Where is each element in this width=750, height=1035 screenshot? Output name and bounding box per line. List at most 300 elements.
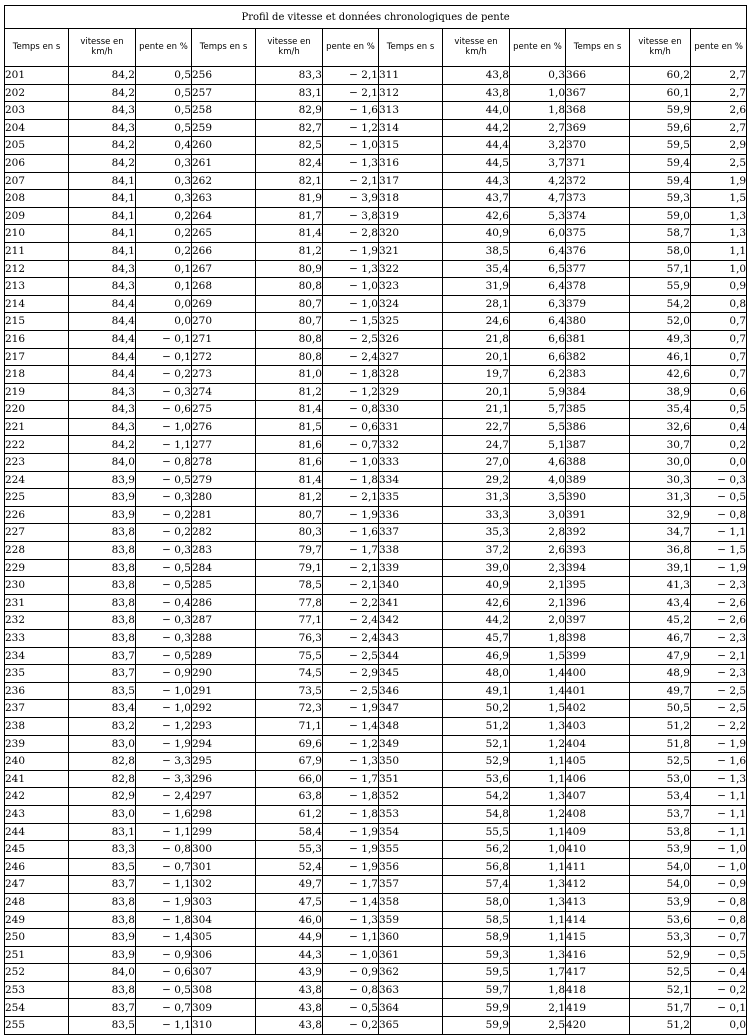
speed-cell: 81,4 <box>256 401 323 419</box>
slope-cell: − 1,3 <box>323 154 379 172</box>
speed-cell: 67,9 <box>256 753 323 771</box>
time-cell: 214 <box>5 295 69 313</box>
slope-cell: 1,3 <box>510 788 566 806</box>
table-row <box>5 893 747 911</box>
table-row <box>5 841 747 859</box>
speed-cell: 52,4 <box>256 858 323 876</box>
time-cell: 250 <box>5 929 69 947</box>
header-slope: pente en % <box>510 29 566 67</box>
speed-cell: 82,8 <box>69 753 136 771</box>
time-cell: 230 <box>5 577 69 595</box>
table-row <box>5 154 747 172</box>
speed-cell: 30,0 <box>630 454 691 472</box>
slope-cell: − 1,3 <box>691 770 747 788</box>
speed-profile-document <box>4 5 746 1035</box>
time-cell: 220 <box>5 401 69 419</box>
table-row <box>5 260 747 278</box>
slope-cell: 1,1 <box>510 929 566 947</box>
table-row <box>5 700 747 718</box>
time-cell: 315 <box>379 137 443 155</box>
time-cell: 278 <box>192 454 256 472</box>
time-cell: 240 <box>5 753 69 771</box>
slope-cell: − 1,9 <box>691 735 747 753</box>
speed-cell: 83,8 <box>69 559 136 577</box>
slope-cell: 2,1 <box>510 999 566 1017</box>
speed-cell: 83,8 <box>69 542 136 560</box>
time-cell: 334 <box>379 471 443 489</box>
time-cell: 355 <box>379 841 443 859</box>
time-cell: 246 <box>5 858 69 876</box>
slope-cell: − 1,9 <box>691 559 747 577</box>
time-cell: 419 <box>566 999 630 1017</box>
time-cell: 416 <box>566 946 630 964</box>
speed-cell: 43,8 <box>443 67 510 85</box>
table-row <box>5 823 747 841</box>
slope-cell: − 0,6 <box>136 401 192 419</box>
time-cell: 331 <box>379 418 443 436</box>
time-cell: 322 <box>379 260 443 278</box>
slope-cell: − 1,8 <box>323 805 379 823</box>
speed-cell: 82,4 <box>256 154 323 172</box>
header-slope: pente en % <box>691 29 747 67</box>
time-cell: 348 <box>379 717 443 735</box>
speed-cell: 80,7 <box>256 313 323 331</box>
table-row <box>5 436 747 454</box>
slope-cell: 0,0 <box>136 313 192 331</box>
table-row <box>5 418 747 436</box>
table-body <box>5 67 747 1035</box>
speed-cell: 79,1 <box>256 559 323 577</box>
slope-cell: − 2,1 <box>323 172 379 190</box>
slope-cell: − 0,3 <box>691 471 747 489</box>
header-speed: vitesse en km/h <box>256 29 323 67</box>
slope-cell: − 1,0 <box>323 278 379 296</box>
speed-cell: 44,3 <box>256 946 323 964</box>
speed-cell: 80,8 <box>256 330 323 348</box>
speed-cell: 82,1 <box>256 172 323 190</box>
time-cell: 337 <box>379 524 443 542</box>
slope-cell: − 1,0 <box>323 295 379 313</box>
speed-cell: 53,6 <box>630 911 691 929</box>
slope-cell: 5,3 <box>510 207 566 225</box>
time-cell: 256 <box>192 67 256 85</box>
slope-cell: 2,7 <box>510 119 566 137</box>
table-row <box>5 401 747 419</box>
table-row <box>5 67 747 85</box>
time-cell: 357 <box>379 876 443 894</box>
speed-cell: 81,0 <box>256 366 323 384</box>
slope-cell: − 2,6 <box>691 612 747 630</box>
slope-cell: 2,5 <box>510 1017 566 1035</box>
slope-cell: − 1,6 <box>323 102 379 120</box>
time-cell: 324 <box>379 295 443 313</box>
header-time: Temps en s <box>379 29 443 67</box>
time-cell: 233 <box>5 630 69 648</box>
slope-cell: − 3,8 <box>323 207 379 225</box>
slope-cell: 0,1 <box>136 260 192 278</box>
slope-cell: − 1,1 <box>136 436 192 454</box>
speed-cell: 30,3 <box>630 471 691 489</box>
slope-cell: 4,2 <box>510 172 566 190</box>
slope-cell: − 1,9 <box>323 700 379 718</box>
time-cell: 295 <box>192 753 256 771</box>
table-row <box>5 242 747 260</box>
speed-cell: 51,8 <box>630 735 691 753</box>
speed-cell: 81,4 <box>256 471 323 489</box>
table-row <box>5 1017 747 1035</box>
time-cell: 215 <box>5 313 69 331</box>
speed-cell: 84,2 <box>69 67 136 85</box>
time-cell: 404 <box>566 735 630 753</box>
slope-cell: 0,3 <box>136 190 192 208</box>
slope-cell: − 0,2 <box>136 366 192 384</box>
time-cell: 292 <box>192 700 256 718</box>
speed-cell: 72,3 <box>256 700 323 718</box>
time-cell: 280 <box>192 489 256 507</box>
slope-cell: − 2,1 <box>691 647 747 665</box>
time-cell: 271 <box>192 330 256 348</box>
slope-cell: − 0,6 <box>136 964 192 982</box>
time-cell: 249 <box>5 911 69 929</box>
speed-cell: 49,3 <box>630 330 691 348</box>
time-cell: 379 <box>566 295 630 313</box>
table-row <box>5 559 747 577</box>
speed-cell: 83,9 <box>69 489 136 507</box>
time-cell: 323 <box>379 278 443 296</box>
time-cell: 270 <box>192 313 256 331</box>
speed-cell: 58,0 <box>630 242 691 260</box>
slope-cell: − 0,2 <box>323 1017 379 1035</box>
slope-cell: − 2,5 <box>323 682 379 700</box>
time-cell: 381 <box>566 330 630 348</box>
speed-cell: 22,7 <box>443 418 510 436</box>
slope-cell: 5,9 <box>510 383 566 401</box>
speed-cell: 83,9 <box>69 946 136 964</box>
speed-cell: 43,8 <box>443 84 510 102</box>
time-cell: 213 <box>5 278 69 296</box>
time-cell: 245 <box>5 841 69 859</box>
speed-cell: 59,5 <box>443 964 510 982</box>
slope-cell: − 1,3 <box>323 753 379 771</box>
slope-cell: 2,9 <box>691 137 747 155</box>
slope-cell: − 2,4 <box>323 630 379 648</box>
slope-cell: − 0,3 <box>136 542 192 560</box>
slope-cell: − 1,2 <box>136 717 192 735</box>
slope-cell: 6,3 <box>510 295 566 313</box>
speed-cell: 84,3 <box>69 278 136 296</box>
time-cell: 206 <box>5 154 69 172</box>
table-row <box>5 577 747 595</box>
time-cell: 204 <box>5 119 69 137</box>
slope-cell: 1,8 <box>510 102 566 120</box>
slope-cell: 1,5 <box>691 190 747 208</box>
speed-cell: 32,9 <box>630 506 691 524</box>
slope-cell: 1,3 <box>510 717 566 735</box>
slope-cell: − 2,2 <box>691 717 747 735</box>
slope-cell: − 1,8 <box>323 366 379 384</box>
speed-cell: 44,9 <box>256 929 323 947</box>
speed-cell: 77,8 <box>256 594 323 612</box>
slope-cell: 1,7 <box>510 964 566 982</box>
slope-cell: − 1,7 <box>323 542 379 560</box>
table-row <box>5 788 747 806</box>
speed-cell: 44,4 <box>443 137 510 155</box>
table-row <box>5 102 747 120</box>
slope-cell: − 3,9 <box>323 190 379 208</box>
slope-cell: − 2,3 <box>691 577 747 595</box>
header-slope: pente en % <box>323 29 379 67</box>
time-cell: 314 <box>379 119 443 137</box>
time-cell: 232 <box>5 612 69 630</box>
slope-cell: 3,2 <box>510 137 566 155</box>
time-cell: 227 <box>5 524 69 542</box>
speed-cell: 59,3 <box>630 190 691 208</box>
time-cell: 336 <box>379 506 443 524</box>
speed-cell: 59,9 <box>443 1017 510 1035</box>
speed-cell: 60,2 <box>630 67 691 85</box>
speed-cell: 84,1 <box>69 225 136 243</box>
slope-cell: − 1,0 <box>323 454 379 472</box>
speed-cell: 80,8 <box>256 348 323 366</box>
time-cell: 297 <box>192 788 256 806</box>
speed-cell: 52,0 <box>630 313 691 331</box>
time-cell: 347 <box>379 700 443 718</box>
speed-cell: 83,7 <box>69 876 136 894</box>
time-cell: 345 <box>379 665 443 683</box>
speed-cell: 61,2 <box>256 805 323 823</box>
slope-cell: 1,0 <box>510 841 566 859</box>
time-cell: 316 <box>379 154 443 172</box>
time-cell: 304 <box>192 911 256 929</box>
slope-cell: − 2,3 <box>691 665 747 683</box>
time-cell: 312 <box>379 84 443 102</box>
speed-cell: 43,4 <box>630 594 691 612</box>
slope-cell: − 0,8 <box>323 981 379 999</box>
speed-cell: 84,4 <box>69 330 136 348</box>
speed-cell: 81,6 <box>256 436 323 454</box>
time-cell: 231 <box>5 594 69 612</box>
time-cell: 236 <box>5 682 69 700</box>
slope-cell: − 2,5 <box>323 330 379 348</box>
speed-cell: 83,8 <box>69 577 136 595</box>
table-row <box>5 137 747 155</box>
slope-cell: 1,4 <box>510 665 566 683</box>
table-row <box>5 981 747 999</box>
time-cell: 403 <box>566 717 630 735</box>
time-cell: 285 <box>192 577 256 595</box>
slope-cell: 1,1 <box>510 753 566 771</box>
speed-cell: 84,1 <box>69 242 136 260</box>
speed-slope-table <box>4 5 747 1035</box>
speed-cell: 84,3 <box>69 401 136 419</box>
slope-cell: 1,3 <box>510 876 566 894</box>
slope-cell: − 1,1 <box>323 929 379 947</box>
table-row <box>5 682 747 700</box>
time-cell: 254 <box>5 999 69 1017</box>
table-row <box>5 964 747 982</box>
slope-cell: − 1,6 <box>323 524 379 542</box>
speed-cell: 76,3 <box>256 630 323 648</box>
time-cell: 327 <box>379 348 443 366</box>
speed-cell: 54,8 <box>443 805 510 823</box>
slope-cell: − 3,3 <box>136 753 192 771</box>
table-row <box>5 911 747 929</box>
slope-cell: 6,2 <box>510 366 566 384</box>
slope-cell: − 0,2 <box>136 506 192 524</box>
time-cell: 342 <box>379 612 443 630</box>
time-cell: 244 <box>5 823 69 841</box>
speed-cell: 57,1 <box>630 260 691 278</box>
time-cell: 383 <box>566 366 630 384</box>
table-row <box>5 753 747 771</box>
speed-cell: 83,8 <box>69 612 136 630</box>
time-cell: 405 <box>566 753 630 771</box>
time-cell: 247 <box>5 876 69 894</box>
time-cell: 352 <box>379 788 443 806</box>
speed-cell: 56,8 <box>443 858 510 876</box>
time-cell: 396 <box>566 594 630 612</box>
slope-cell: − 0,5 <box>136 647 192 665</box>
speed-cell: 83,8 <box>69 630 136 648</box>
slope-cell: − 0,5 <box>691 489 747 507</box>
slope-cell: − 1,0 <box>691 841 747 859</box>
table-row <box>5 805 747 823</box>
table-row <box>5 524 747 542</box>
time-cell: 359 <box>379 911 443 929</box>
time-cell: 243 <box>5 805 69 823</box>
time-cell: 201 <box>5 67 69 85</box>
slope-cell: − 2,6 <box>691 594 747 612</box>
slope-cell: 6,4 <box>510 313 566 331</box>
time-cell: 259 <box>192 119 256 137</box>
speed-cell: 46,9 <box>443 647 510 665</box>
slope-cell: − 1,0 <box>323 137 379 155</box>
speed-cell: 83,8 <box>69 594 136 612</box>
speed-cell: 19,7 <box>443 366 510 384</box>
time-cell: 217 <box>5 348 69 366</box>
table-row <box>5 946 747 964</box>
slope-cell: 0,5 <box>691 401 747 419</box>
slope-cell: − 1,0 <box>136 682 192 700</box>
slope-cell: 0,7 <box>691 313 747 331</box>
slope-cell: − 2,4 <box>323 612 379 630</box>
speed-cell: 43,9 <box>256 964 323 982</box>
time-cell: 321 <box>379 242 443 260</box>
slope-cell: 5,5 <box>510 418 566 436</box>
speed-cell: 20,1 <box>443 383 510 401</box>
speed-cell: 74,5 <box>256 665 323 683</box>
slope-cell: 1,3 <box>510 946 566 964</box>
slope-cell: − 0,9 <box>691 876 747 894</box>
slope-cell: 1,8 <box>510 630 566 648</box>
slope-cell: − 1,1 <box>136 1017 192 1035</box>
slope-cell: − 0,1 <box>136 348 192 366</box>
slope-cell: 2,3 <box>510 559 566 577</box>
speed-cell: 40,9 <box>443 577 510 595</box>
slope-cell: 2,1 <box>510 594 566 612</box>
speed-cell: 42,6 <box>443 207 510 225</box>
speed-cell: 37,2 <box>443 542 510 560</box>
time-cell: 310 <box>192 1017 256 1035</box>
slope-cell: 0,7 <box>691 330 747 348</box>
slope-cell: − 3,3 <box>136 770 192 788</box>
time-cell: 255 <box>5 1017 69 1035</box>
speed-cell: 28,1 <box>443 295 510 313</box>
time-cell: 261 <box>192 154 256 172</box>
speed-cell: 53,0 <box>630 770 691 788</box>
speed-cell: 49,7 <box>256 876 323 894</box>
slope-cell: 1,1 <box>510 823 566 841</box>
time-cell: 282 <box>192 524 256 542</box>
slope-cell: 6,4 <box>510 242 566 260</box>
table-row <box>5 278 747 296</box>
time-cell: 320 <box>379 225 443 243</box>
time-cell: 290 <box>192 665 256 683</box>
slope-cell: − 1,9 <box>323 823 379 841</box>
speed-cell: 44,3 <box>443 172 510 190</box>
time-cell: 286 <box>192 594 256 612</box>
speed-cell: 50,5 <box>630 700 691 718</box>
slope-cell: 3,7 <box>510 154 566 172</box>
speed-cell: 49,7 <box>630 682 691 700</box>
table-row <box>5 858 747 876</box>
slope-cell: 2,7 <box>691 84 747 102</box>
speed-cell: 84,2 <box>69 154 136 172</box>
slope-cell: 0,1 <box>136 278 192 296</box>
speed-cell: 82,9 <box>256 102 323 120</box>
slope-cell: 4,7 <box>510 190 566 208</box>
time-cell: 287 <box>192 612 256 630</box>
slope-cell: − 1,0 <box>136 700 192 718</box>
time-cell: 219 <box>5 383 69 401</box>
slope-cell: 0,3 <box>136 154 192 172</box>
speed-cell: 59,9 <box>443 999 510 1017</box>
time-cell: 329 <box>379 383 443 401</box>
slope-cell: − 2,1 <box>323 577 379 595</box>
slope-cell: − 1,6 <box>691 753 747 771</box>
time-cell: 374 <box>566 207 630 225</box>
speed-cell: 84,3 <box>69 102 136 120</box>
speed-cell: 63,8 <box>256 788 323 806</box>
time-cell: 277 <box>192 436 256 454</box>
time-cell: 239 <box>5 735 69 753</box>
time-cell: 366 <box>566 67 630 85</box>
slope-cell: 1,3 <box>691 225 747 243</box>
time-cell: 365 <box>379 1017 443 1035</box>
time-cell: 368 <box>566 102 630 120</box>
time-cell: 390 <box>566 489 630 507</box>
slope-cell: − 1,9 <box>323 242 379 260</box>
time-cell: 210 <box>5 225 69 243</box>
speed-cell: 27,0 <box>443 454 510 472</box>
time-cell: 226 <box>5 506 69 524</box>
slope-cell: 2,0 <box>510 612 566 630</box>
slope-cell: 0,3 <box>136 172 192 190</box>
time-cell: 344 <box>379 647 443 665</box>
speed-cell: 55,5 <box>443 823 510 841</box>
time-cell: 401 <box>566 682 630 700</box>
speed-cell: 83,9 <box>69 471 136 489</box>
slope-cell: − 1,2 <box>323 735 379 753</box>
speed-cell: 83,5 <box>69 858 136 876</box>
slope-cell: 0,5 <box>136 102 192 120</box>
speed-cell: 83,5 <box>69 1017 136 1035</box>
speed-cell: 55,9 <box>630 278 691 296</box>
slope-cell: 0,5 <box>136 84 192 102</box>
speed-cell: 59,7 <box>443 981 510 999</box>
time-cell: 279 <box>192 471 256 489</box>
slope-cell: 2,6 <box>691 102 747 120</box>
